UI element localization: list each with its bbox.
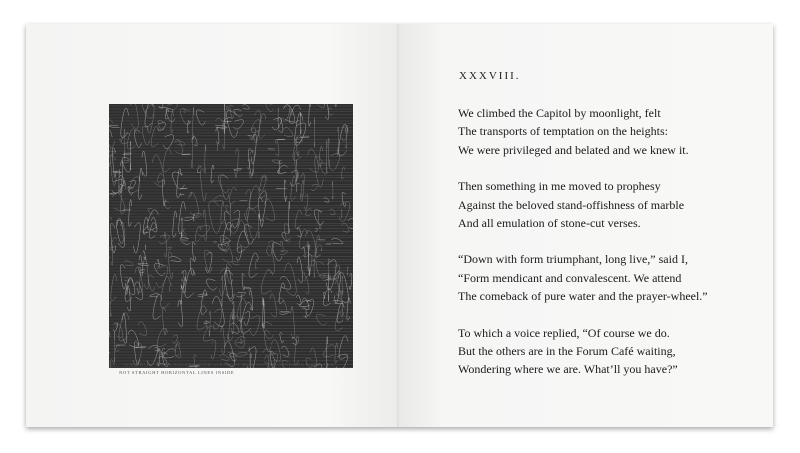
poem-line: The comeback of pure water and the prayer-wheel.” [458,289,708,304]
section-title: XXXVIII. [459,70,521,82]
caption-number: 33. [109,362,118,368]
poem-line: Wondering where we are. What’ll you have?” [458,362,678,377]
caption-line-1: SCRIBBLES AND A SQUARE WITH STRAIGHT HORIZONTAL LINES OUTSIDE AND [123,362,335,367]
book-spread [26,24,773,427]
poem-line: “Down with form triumphant, long live,” said I, [458,252,688,267]
poem-stanza [458,177,758,232]
poem-line: We were privileged and belated and we knew it. [458,142,689,157]
poem-stanza [458,104,758,159]
left-page [26,24,399,427]
figure-caption [109,361,349,376]
poem-line: We climbed the Capitol by moonlight, felt [458,106,661,120]
poem-stanza [458,250,758,305]
poem-line: Against the beloved stand-offishness of marble [458,197,685,212]
scribble-artwork [109,104,353,368]
caption-line-2: NOT STRAIGHT HORIZONTAL LINES INSIDE [119,370,235,375]
scribble-drawing [109,104,353,368]
poem-line: “Form mendicant and convalescent. We attend [458,270,682,285]
poem-text [458,104,758,397]
poem-line: And all emulation of stone-cut verses. [458,216,641,231]
poem-line: But the others are in the Forum Café waiting, [458,344,676,359]
poem-line: Then something in me moved to prophesy [458,179,661,194]
poem-stanza [458,324,758,379]
poem-line: The transports of temptation on the heights: [458,124,668,139]
poem-line: To which a voice replied, “Of course we do. [458,325,670,340]
